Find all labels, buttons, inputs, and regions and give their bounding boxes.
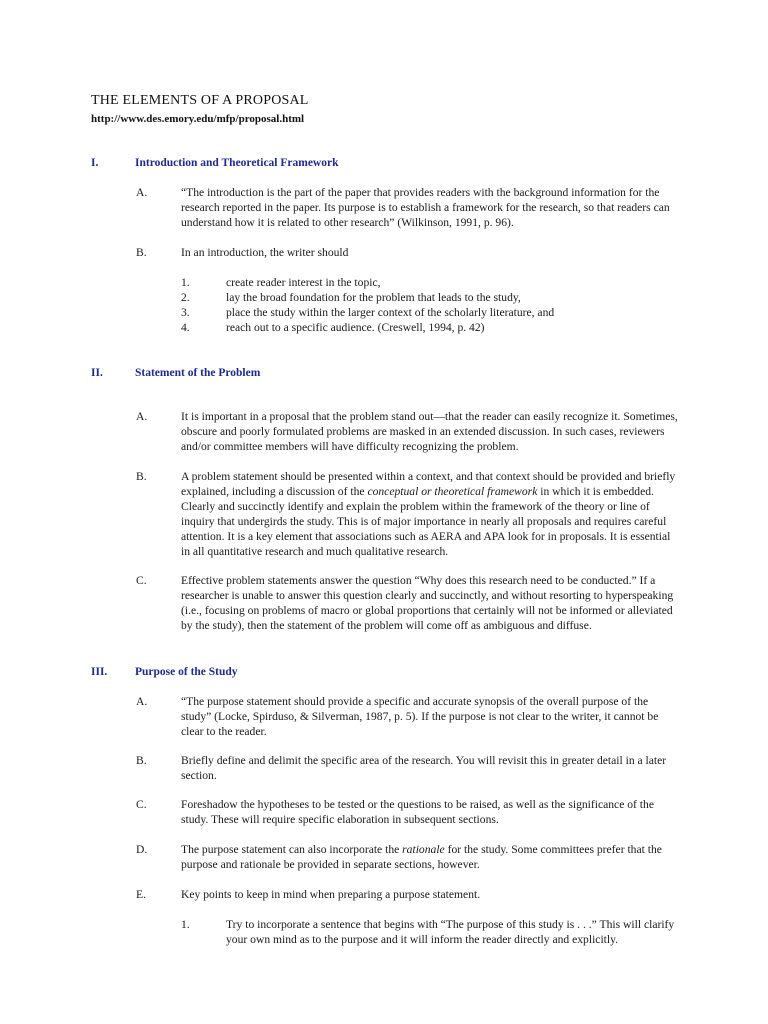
- item-text: “The introduction is the part of the paper that provides readers with the background information for the research reported in the paper. Its purpose is to establish a framework for the research, so that readers can understand how it is related to other research” (Wilkinson, 1991, p. 96).: [181, 186, 670, 229]
- section-number: II.: [91, 367, 103, 379]
- item-text-emphasis: rationale: [402, 843, 445, 856]
- section-title: Purpose of the Study: [135, 666, 238, 678]
- sub-item-text: lay the broad foundation for the problem that leads to the study,: [226, 291, 521, 304]
- item-text: [181, 470, 681, 559]
- item-label: B.: [136, 754, 147, 767]
- sub-item-text: Try to incorporate a sentence that begins with “The purpose of this study is . . .” This will clarify your own mind as to the purpose and it will inform the reader directly and explicitly.: [226, 918, 675, 946]
- item-text: Foreshadow the hypotheses to be tested or the questions to be raised, as well as the significance of the study. These will require specific elaboration in subsequent sections.: [181, 798, 654, 826]
- sub-item-label: 4.: [181, 321, 190, 334]
- item-text-part: for the study. Some committees prefer that the purpose and rationale be provided in separate sections, however.: [181, 843, 662, 871]
- section-number: I.: [91, 157, 99, 169]
- item-label: A.: [136, 186, 148, 199]
- item-text: [181, 843, 681, 873]
- item-text: In an introduction, the writer should: [181, 246, 349, 259]
- item-label: E.: [136, 888, 146, 901]
- item-text-part: A problem statement should be presented within a context, and that context should be provided and briefly explained, including a discussion of the: [181, 470, 676, 498]
- sub-item-label: 1.: [181, 276, 190, 289]
- item-label: C.: [136, 798, 147, 811]
- item-text-part: in which it is embedded. Clearly and succinctly identify and explain the problem within the framework of the theory or line of inquiry that undergirds the study. This is of major importance in nearly all proposals and requires careful attention. It is a key element that associations such as AERA and APA look for in proposals. It is essential in all quantitative research and much qualitative research.: [181, 484, 671, 558]
- item-label: B.: [136, 246, 147, 259]
- item-label: D.: [136, 843, 148, 856]
- sub-item-text: reach out to a specific audience. (Creswell, 1994, p. 42): [226, 321, 485, 334]
- item-text: Key points to keep in mind when preparing a purpose statement.: [181, 888, 481, 901]
- sub-item-label: 3.: [181, 306, 190, 319]
- item-text: “The purpose statement should provide a specific and accurate synopsis of the overall purpose of the study” (Locke, Spirduso, & Silverman, 1987, p. 5). If the purpose is not clear to the writer, it cannot be clear to the reader.: [181, 695, 659, 738]
- item-text-part: The purpose statement can also incorporate the: [181, 843, 403, 856]
- item-label: B.: [136, 470, 147, 483]
- sub-item-label: 1.: [181, 918, 190, 931]
- item-label: A.: [136, 410, 148, 423]
- item-text: It is important in a proposal that the problem stand out—that the reader can easily recognize it. Sometimes, obscure and poorly formulated problems are masked in an extended discussion. In such cases, reviewers and/or committee members will have difficulty recognizing the problem.: [181, 410, 678, 453]
- item-label: C.: [136, 574, 147, 587]
- document-title: THE ELEMENTS OF A PROPOSAL: [91, 93, 309, 108]
- item-label: A.: [136, 695, 148, 708]
- section-number: III.: [91, 666, 108, 678]
- item-text: Briefly define and delimit the specific area of the research. You will revisit this in greater detail in a later section.: [181, 754, 667, 782]
- section-title: Introduction and Theoretical Framework: [135, 157, 339, 169]
- document-url: http://www.des.emory.edu/mfp/proposal.html: [91, 113, 305, 125]
- section-title: Statement of the Problem: [135, 367, 261, 379]
- sub-item-text: create reader interest in the topic,: [226, 276, 381, 289]
- sub-item-text: place the study within the larger context of the scholarly literature, and: [226, 306, 555, 319]
- item-text-emphasis: conceptual or theoretical framework: [367, 484, 538, 498]
- item-text: Effective problem statements answer the question “Why does this research need to be conducted.” If a researcher is unable to answer this question clearly and succinctly, and without resorting to hyperspeaking (i.e., focusing on problems of macro or global proportions that certainly will not be informed or alleviated by the study), then the statement of the problem will come off as ambiguous and diffuse.: [181, 574, 674, 632]
- sub-item-label: 2.: [181, 291, 190, 304]
